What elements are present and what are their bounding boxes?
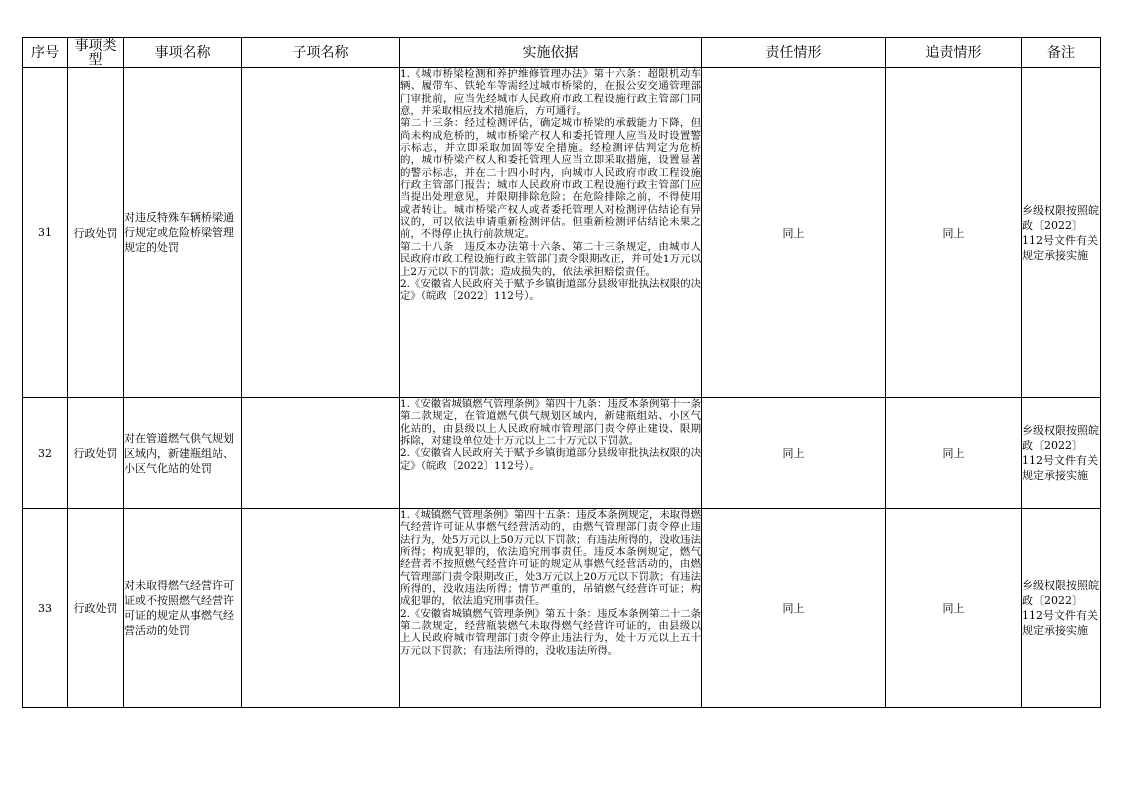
header-account: 追责情形 — [886, 38, 1022, 68]
basis-paragraph: 1.《城镇燃气管理条例》第四十五条：违反本条例规定，未取得燃气经营许可证从事燃气经营活动的，由燃气管理部门责令停止违法行为，处5万元以上50万元以下罚款；有违法所得的，没收违法所得；构成犯罪的，依法追究刑事责任。违反本条例规定，燃气经营者不按照燃气经营许可证的规定从事燃气经营活动的，由燃气管理部门责令限期改正，处3万元以上20万元以下罚款；有违法所得的，没收违法所得；情节严重的，吊销燃气经营许可证；构成犯罪的，依法追究刑事责任。 — [400, 509, 701, 608]
header-row — [23, 38, 1101, 68]
cell-basis — [400, 398, 702, 509]
cell-sub — [242, 509, 400, 708]
basis-paragraph: 第二十八条 违反本办法第十六条、第二十三条规定，由城市人民政府市政工程设施行政主管部门责令限期改正，并可处1万元以上2万元以下的罚款；造成损失的，依法承担赔偿责任。 — [400, 240, 701, 278]
cell-name: 对违反特殊车辆桥梁通行规定或危险桥梁管理规定的处罚 — [124, 68, 242, 398]
cell-seq: 32 — [23, 398, 68, 509]
header-note: 备注 — [1022, 38, 1101, 68]
basis-paragraph: 第二十三条：经过检测评估，确定城市桥梁的承载能力下降，但尚未构成危桥的，城市桥梁产权人和委托管理人应当及时设置警示标志，并立即采取加固等安全措施。经检测评估判定为危桥的，城市桥梁产权人和委托管理人应当立即采取措施，设置显著的警示标志，并在二十四小时内，向城市人民政府市政工程设施行政主管部门报告；城市人民政府市政工程设施行政主管部门应当提出处理意见，并限期排除危险；在危险排除之前，不得使用或者转让。城市桥梁产权人或者委托管理人对检测评估结论有异议的，可以依法申请重新检测评估。但重新检测评估结论未果之前，不得停止执行前款规定。 — [400, 117, 701, 241]
header-basis: 实施依据 — [400, 38, 702, 68]
basis-paragraph: 2.《安徽省人民政府关于赋予乡镇街道部分县级审批执法权限的决定》（皖政〔2022〕112号）。 — [400, 277, 701, 303]
cell-type: 行政处罚 — [68, 509, 124, 708]
basis-paragraph: 1.《城市桥梁检测和养护维修管理办法》第十六条：超限机动车辆、履带车、铁轮车等需经过城市桥梁的，在报公安交通管理部门审批前，应当先经城市人民政府市政工程设施行政主管部门同意，并采取相应技术措施后，方可通行。 — [400, 68, 701, 118]
header-seq: 序号 — [23, 38, 68, 68]
cell-account: 同上 — [886, 509, 1022, 708]
cell-note: 乡级权限按照皖政〔2022〕112号文件有关规定承接实施 — [1022, 509, 1101, 708]
header-sub: 子项名称 — [242, 38, 400, 68]
basis-paragraph: 1.《安徽省城镇燃气管理条例》第四十九条：违反本条例第十一条第二款规定，在管道燃气供气规划区域内，新建瓶组站、小区气化站的，由县级以上人民政府城市管理部门责令停止建设、限期拆除，对建设单位处十万元以上二十万元以下罚款。 — [400, 398, 701, 448]
cell-type: 行政处罚 — [68, 68, 124, 398]
header-type: 事项类型 — [68, 38, 124, 68]
cell-note: 乡级权限按照皖政〔2022〕112号文件有关规定承接实施 — [1022, 398, 1101, 509]
cell-sub — [242, 398, 400, 509]
cell-name: 对未取得燃气经营许可证或不按照燃气经营许可证的规定从事燃气经营活动的处罚 — [124, 509, 242, 708]
cell-name: 对在管道燃气供气规划区域内，新建瓶组站、小区气化站的处罚 — [124, 398, 242, 509]
header-name: 事项名称 — [124, 38, 242, 68]
cell-sub — [242, 68, 400, 398]
table-row — [23, 509, 1101, 708]
cell-resp: 同上 — [702, 398, 886, 509]
cell-account: 同上 — [886, 398, 1022, 509]
cell-seq: 31 — [23, 68, 68, 398]
table-row — [23, 398, 1101, 509]
cell-account: 同上 — [886, 68, 1022, 398]
permissions-table — [22, 37, 1101, 708]
cell-seq: 33 — [23, 509, 68, 708]
cell-basis — [400, 509, 702, 708]
cell-note: 乡级权限按照皖政〔2022〕112号文件有关规定承接实施 — [1022, 68, 1101, 398]
cell-basis — [400, 68, 702, 398]
cell-resp: 同上 — [702, 68, 886, 398]
table-row — [23, 68, 1101, 398]
basis-paragraph: 2.《安徽省人民政府关于赋予乡镇街道部分县级审批执法权限的决定》（皖政〔2022〕112号）。 — [400, 447, 701, 472]
basis-paragraph: 2.《安徽省城镇燃气管理条例》第五十条：违反本条例第二十二条第二款规定，经营瓶装燃气未取得燃气经营许可证的，由县级以上人民政府城市管理部门责令停止违法行为，处十万元以上五十万元以下罚款；有违法所得的，没收违法所得。 — [400, 607, 701, 657]
cell-type: 行政处罚 — [68, 398, 124, 509]
header-resp: 责任情形 — [702, 38, 886, 68]
cell-resp: 同上 — [702, 509, 886, 708]
